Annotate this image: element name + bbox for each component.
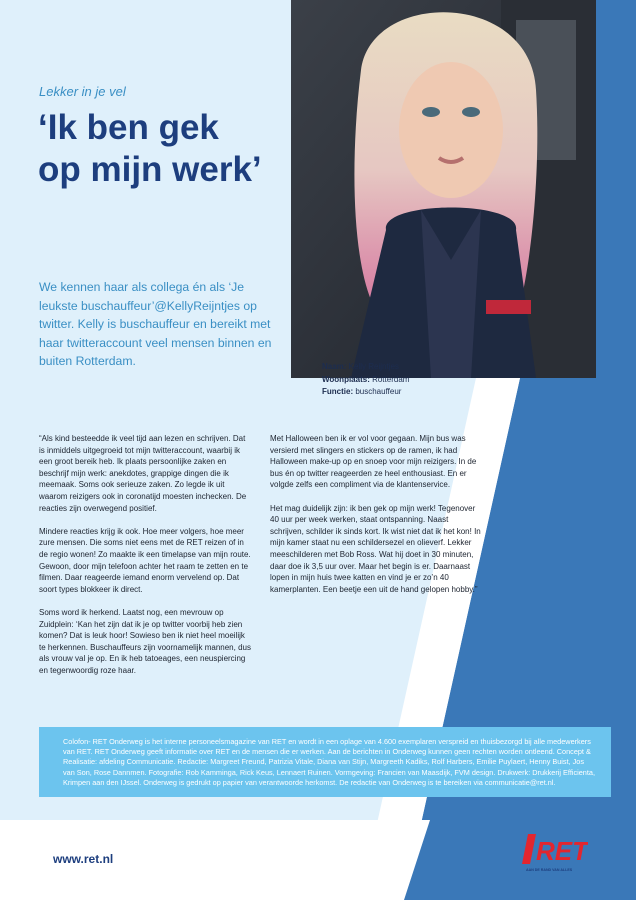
logo-text: RET	[536, 836, 588, 866]
title-line-1: ‘Ik ben gek	[38, 108, 219, 147]
intro-paragraph: We kennen haar als collega én als ‘Je leukste buschauffeur’@KellyReijntjes op twitter. Kelly is buschauffeur en bereikt met haar twitteraccount veel mensen binnen en buiten Rotterdam.	[39, 280, 272, 368]
title-line-2: op mijn werk’	[38, 150, 262, 189]
footer-blue-stripe	[404, 820, 636, 900]
profile-box	[322, 361, 409, 399]
ret-logo	[522, 830, 588, 874]
article-column-left	[39, 433, 253, 688]
article-paragraph: Mindere reacties krijg ik ook. Hoe meer volgers, hoe meer zure mensen. Die soms niet eens met de RET reizen of in de regio wonen! Zo maakte ik een timelapse van mijn route. Gewoon, door mijn telefoon achter het raam te zetten en te filmen. Daar reageerde iemand enorm vervelend op. Dat soort types blokkeer ik direct.	[39, 526, 251, 594]
portrait-photo	[291, 0, 596, 378]
profile-function: Functie: buschauffeur	[322, 387, 402, 396]
logo-tagline: AAN DE RAND VAN ALLES	[526, 868, 573, 872]
article-paragraph: Met Halloween ben ik er vol voor gegaan. Mijn bus was versierd met slingers en stickers op de ramen, ik had Halloween make-up op en snoep voor mijn reizigers. In de bus én op twitter reageerden ze heel enthousiast. En er volgde zelfs een compliment via de klantenservice.	[270, 434, 477, 490]
article-paragraph: Het mag duidelijk zijn: ik ben gek op mijn werk! Tegenover 40 uur per week werken, staat ontspanning. Naast schrijven, schilder ik sinds kort. Ik wist niet dat ik het kon! In mijn kamer staat nu een schildersezel en olieverf. Lekker meeschilderen met Bob Ross. Wat hij doet in 30 minuten, daar doe ik 3,5 uur over. Maar het begin is er. Daarnaast lopen in mijn huis twee katten en vind je er zo’n 40 kamerplanten. Een beetje een uit de hand gelopen hobby.”	[270, 503, 481, 594]
article-column-right	[270, 433, 482, 607]
page-title	[38, 107, 298, 191]
section-label: Lekker in je vel	[39, 84, 126, 99]
profile-name: Naam: Kelly Reijntjes	[322, 362, 399, 371]
article-paragraph: Soms word ik herkend. Laatst nog, een mevrouw op Zuidplein: ‘Kan het zijn dat ik je op twitter voorbij heb zien komen? Dat is leuk hoor! Sowieso ben ik niet heel moeilijk te herkennen. Buschauffeurs zijn voornamelijk mannen, dus als vrouw val je op. En ik heb tatoeages, een neuspiercing en tegenwoordig roze haar.	[39, 607, 251, 675]
profile-residence: Woonplaats: Rotterdam	[322, 374, 410, 384]
colofon-box: Colofon- RET Onderweg is het interne personeelsmagazine van RET en wordt in een oplage van 4.600 exemplaren verspreid en thuisbezorgd bij alle medewerkers van RET. RET Onderweg geeft informatie over RET en de mensen die er werken. Aan de berichten in Onderweg kunnen geen rechten worden ontleend. Concept & Realisatie: afdeling Communicatie. Redactie: Margreet Freund, Patrizia Vitale, Diana van Stijn, Margreeth Kadiks, Rolf Harbers, Emilie Puylaert, Henny Buist, Jos van Son, Rose Dannmen. Fotografie: Rob Kamminga, Rick Keus, Lennaert Ruinen. Vormgeving: Francien van Maasdijk, FVM design. Drukwerk: Drukkerij Efficienta, Krimpen aan den IJssel. Onderweg is gedrukt op papier van verantwoorde herkomst. De redactie van Onderweg is te bereiken via communicatie@ret.nl.	[39, 727, 611, 797]
website-link[interactable]: www.ret.nl	[53, 852, 114, 866]
article-paragraph: “Als kind besteedde ik veel tijd aan lezen en schrijven. Dat is inmiddels uitgegroeid tot mijn twitteraccount, waarbij ik een groot bereik heb. Ik plaats persoonlijke zaken en beschrijf mijn werk: anekdotes, grappige dingen die ik meemaak. Soms ook serieuze zaken. Zo legde ik uit waarom reizigers ook in coronatijd moesten inchecken. De reacties zijn overwegend positief.	[39, 434, 247, 513]
